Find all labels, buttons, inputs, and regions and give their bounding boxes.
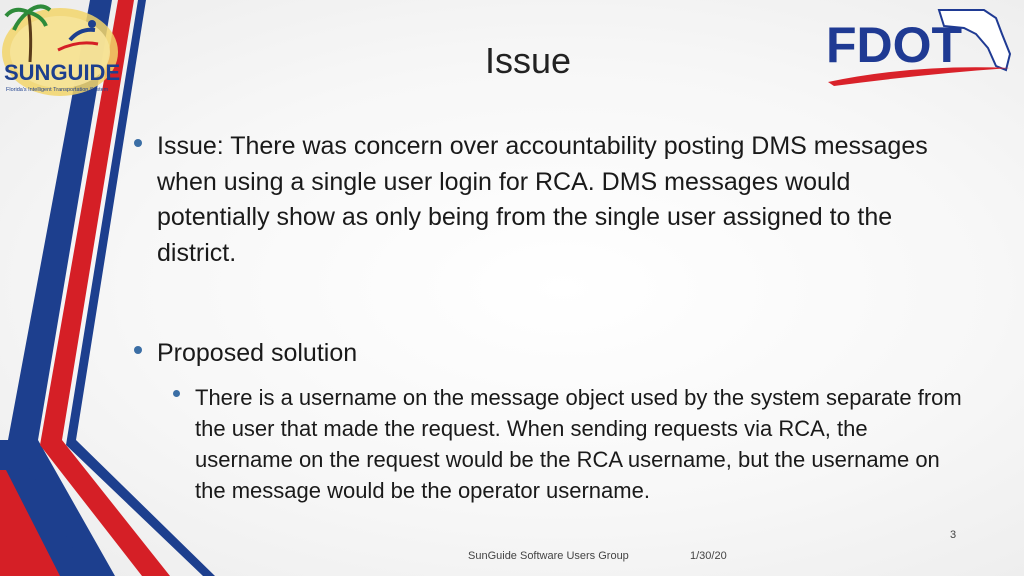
sunguide-wordmark: SUNGUIDE	[4, 60, 121, 85]
slide-title: Issue	[484, 40, 572, 81]
bullet-text: Proposed solution	[157, 339, 358, 367]
bullet-proposed-solution	[157, 336, 957, 372]
sub-bullet-solution-detail	[195, 382, 965, 506]
bullet-dot	[134, 139, 142, 147]
footer-group: SunGuide Software Users Group	[468, 550, 629, 562]
sub-bullet-text: There is a username on the message object used by the system separate from the user that made the request. When sending requests via RCA, the username on the request would be the RCA username, but the username on the message would be the operator username.	[195, 385, 962, 503]
fdot-wordmark: FDOT	[826, 17, 963, 73]
bullet-issue	[157, 129, 957, 271]
bullet-text: Issue: There was concern over accountability posting DMS messages when using a single user login for RCA. DMS messages would potentially show as only being from the single user assigned to the district.	[157, 132, 928, 267]
sub-bullet-dot	[173, 390, 180, 397]
footer-date: 1/30/20	[690, 550, 727, 562]
page-number: 3	[950, 529, 957, 541]
sunguide-tagline: Florida's Intelligent Transportation System	[6, 87, 109, 93]
bullet-dot	[134, 346, 142, 354]
